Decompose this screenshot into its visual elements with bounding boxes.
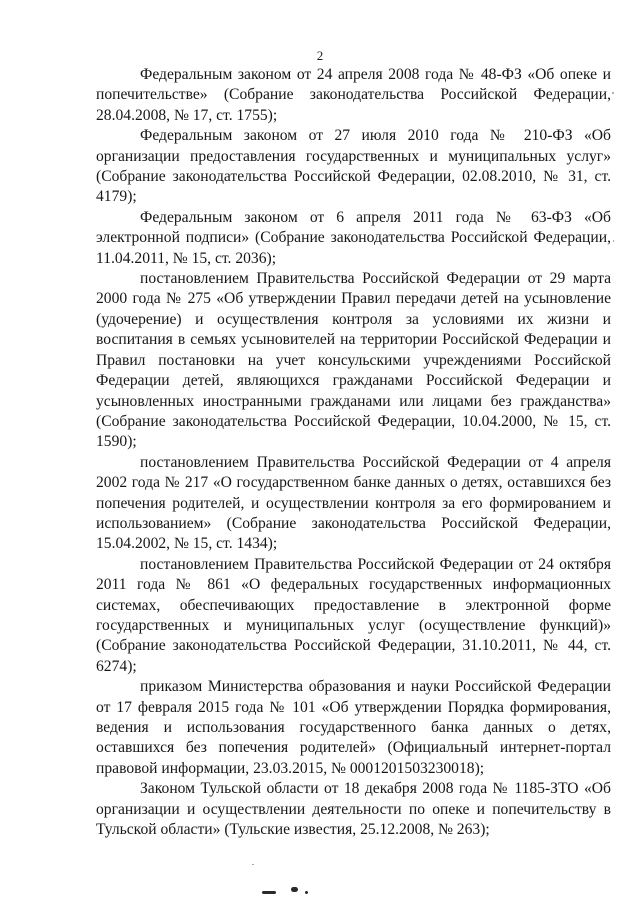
scan-artifact-mark (262, 891, 276, 894)
paragraph-law-210-fz: Федеральным законом от 27 июля 2010 года № 210-ФЗ «Об организации предоставления государственных и муниципальных услуг» (Собрание законодательства Российской Федерации, 02.08.2010, № 31, ст. 4179); (96, 127, 611, 206)
paragraph-resolution-275: постановлением Правительства Российской Федерации от 29 марта 2000 года № 275 «Об утверждении Правил передачи детей на усыновление (удочерение) и осуществления контроля за условиями их жизни и воспитания в семьях усыновителей на территории Российской Федерации и Правил постановки на учет консульскими учреждениями Российской Федерации детей, являющихся гражданами Российской Федерации и усыновленных иностранными гражданами или лицами без гражданства» (Собрание законодательства Российской Федерации, 10.04.2000, № 15, ст. 1590); (96, 270, 611, 451)
scan-speck (252, 864, 254, 865)
paragraph-resolution-861: постановлением Правительства Российской Федерации от 24 октября 2011 года № 861 «О федеральных государственных информационных системах, обеспечивающих предоставление в электронной форме государственных и муниципальных услуг (осуществление функций)» (Собрание законодательства Российской Федерации, 31.10.2011, № 44, ст. 6274); (96, 555, 611, 675)
document-body (96, 65, 611, 840)
paragraph-law-48-fz: Федеральным законом от 24 апреля 2008 года № 48-ФЗ «Об опеке и попечительстве» (Собрание законодательства Российской Федерации, 28.04.2008, № 17, ст. 1755); (96, 66, 611, 124)
paragraph-order-101: приказом Министерства образования и науки Российской Федерации от 17 февраля 2015 года № 101 «Об утверждении Порядка формирования, ведения и использования государственного банка данных о детях, оставшихся без попечения родителей» (Официальный интернет-портал правовой информации, 23.03.2015, № 0001201503230018); (96, 678, 611, 777)
paragraph-tula-law-1185: Законом Тульской области от 18 декабря 2008 года № 1185-ЗТО «Об организации и осуществлении деятельности по опеке и попечительству в Тульской области» (Тульские известия, 25.12.2008, № 263); (96, 780, 611, 839)
scan-artifact-mark (305, 891, 308, 894)
scan-speck (612, 92, 614, 94)
page-number: 2 (316, 48, 324, 63)
paragraph-law-63-fz: Федеральным законом от 6 апреля 2011 года № 63-ФЗ «Об электронной подписи» (Собрание законодательства Российской Федерации, 11.04.2011, № 15, ст. 2036); (96, 208, 611, 267)
scan-speck (613, 240, 614, 242)
paragraph-resolution-217: постановлением Правительства Российской Федерации от 4 апреля 2002 года № 217 «О государственном банке данных о детях, оставшихся без попечения родителей, и осуществлении контроля за его формированием и использованием» (Собрание законодательства Российской Федерации, 15.04.2002, № 15, ст. 1434); (96, 453, 611, 553)
scan-artifact-mark (291, 887, 298, 892)
